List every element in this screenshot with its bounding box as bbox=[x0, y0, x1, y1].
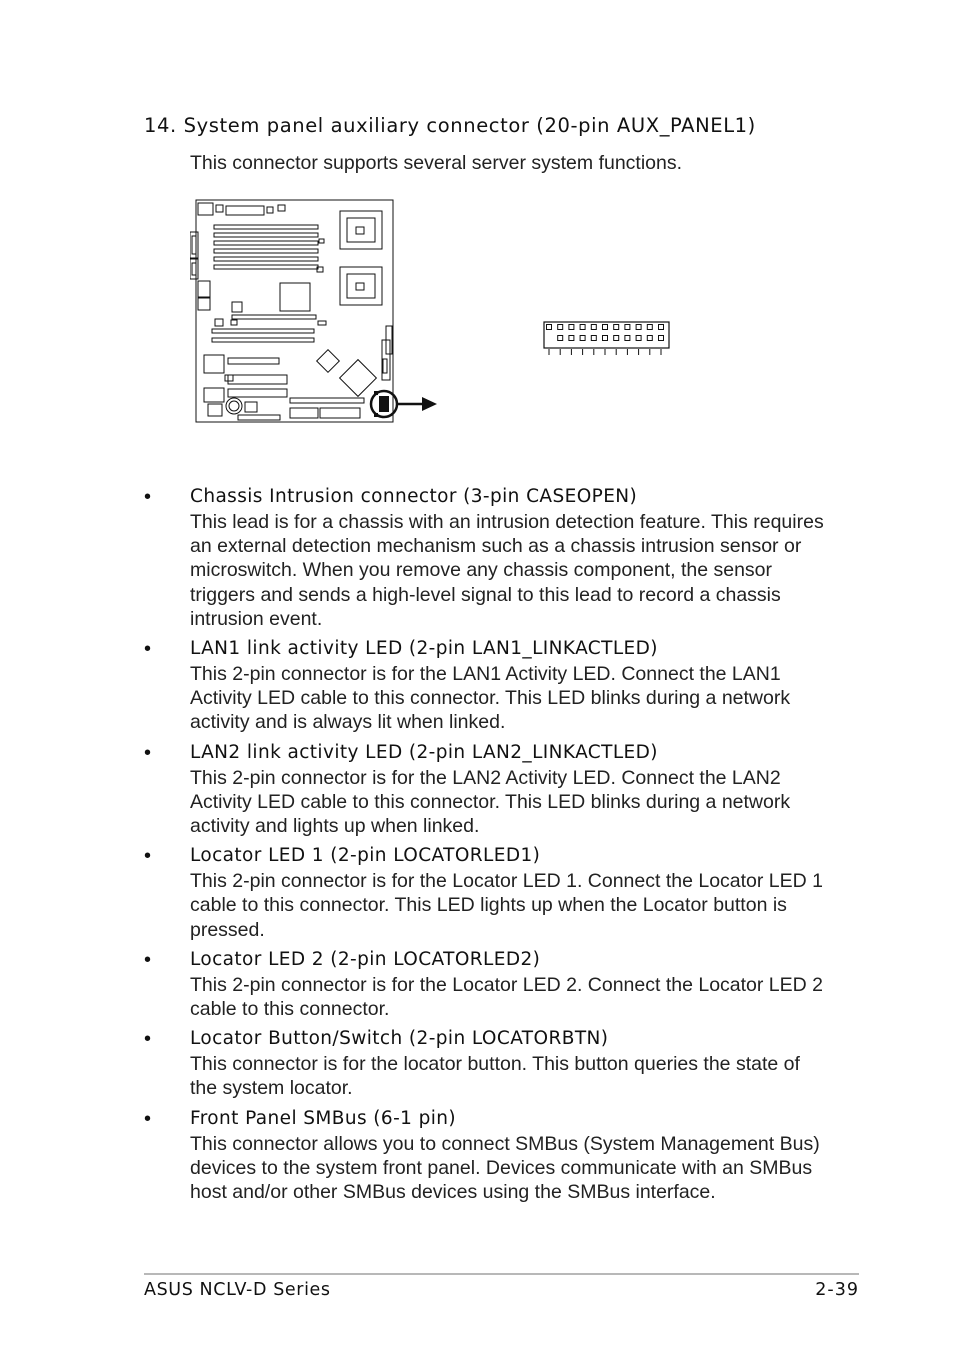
item-title: Front Panel SMBus (6-1 pin) bbox=[190, 1107, 457, 1129]
header-pin bbox=[659, 325, 664, 330]
section-intro: This connector supports several server system functions. bbox=[190, 152, 683, 174]
header-pin bbox=[636, 325, 641, 330]
item-description: This connector allows you to connect SMBus (System Management Bus) devices to the system front panel. Devices communicate with an SMBus host and/or other SMBus devices using the SMBus interface. bbox=[190, 1132, 820, 1204]
aux-panel-header-icon bbox=[540, 316, 672, 358]
list-item bbox=[144, 1106, 824, 1205]
header-pin bbox=[636, 336, 641, 341]
header-pin bbox=[659, 336, 664, 341]
item-description: This connector is for the locator button. This button queries the state of the system locator. bbox=[190, 1053, 800, 1100]
list-item bbox=[144, 1026, 824, 1100]
header-pin bbox=[647, 336, 652, 341]
footer-manual-title: ASUS NCLV-D Series bbox=[144, 1280, 331, 1300]
item-title: Locator Button/Switch (2-pin LOCATORBTN) bbox=[190, 1028, 609, 1050]
header-pin bbox=[580, 325, 585, 330]
section-heading: 14. System panel auxiliary connector (20-pin AUX_PANEL1) bbox=[144, 114, 756, 137]
header-pin bbox=[647, 325, 652, 330]
feature-list bbox=[144, 484, 824, 1209]
header-pin bbox=[569, 325, 574, 330]
item-title: Chassis Intrusion connector (3-pin CASEOPEN) bbox=[190, 486, 638, 507]
header-pin bbox=[625, 336, 630, 341]
item-title: Locator LED 1 (2-pin LOCATORLED1) bbox=[190, 845, 541, 867]
header-pin bbox=[603, 336, 608, 341]
item-description: This 2-pin connector is for the Locator LED 1. Connect the Locator LED 1 cable to this connector. This LED lights up when the Locator button is pressed. bbox=[190, 870, 824, 941]
bullet-icon: • bbox=[144, 1107, 152, 1130]
header-pin bbox=[591, 325, 596, 330]
list-item bbox=[144, 636, 824, 735]
item-title: LAN1 link activity LED (2-pin LAN1_LINKACTLED) bbox=[190, 638, 658, 660]
list-item bbox=[144, 843, 824, 942]
arrow-right-icon bbox=[397, 397, 437, 411]
header-pin bbox=[558, 325, 563, 330]
header-pin bbox=[614, 325, 619, 330]
item-title: Locator LED 2 (2-pin LOCATORLED2) bbox=[190, 948, 541, 970]
list-item bbox=[144, 484, 824, 631]
bullet-icon: • bbox=[144, 948, 152, 971]
header-pin bbox=[547, 325, 552, 330]
header-pin bbox=[569, 336, 574, 341]
bullet-icon: • bbox=[144, 845, 152, 868]
header-pin bbox=[580, 336, 585, 341]
header-pin bbox=[603, 325, 608, 330]
list-item bbox=[144, 740, 824, 839]
item-description: This lead is for a chassis with an intrusion detection feature. This requires an external detection mechanism such as a chassis intrusion sensor or microswitch. When you remove any chassis component, the sensor triggers and sends a high-level signal to this lead to record a chassis intrusion event. bbox=[190, 511, 824, 630]
bullet-icon: • bbox=[144, 741, 152, 764]
bullet-icon: • bbox=[144, 1028, 152, 1051]
item-description: This 2-pin connector is for the Locator LED 2. Connect the Locator LED 2 cable to this connector. bbox=[190, 973, 824, 1021]
header-pin bbox=[591, 336, 596, 341]
header-pin bbox=[625, 325, 630, 330]
bullet-icon: • bbox=[144, 638, 152, 661]
item-title: LAN2 link activity LED (2-pin LAN2_LINKACTLED) bbox=[190, 741, 658, 763]
header-pin bbox=[614, 336, 619, 341]
header-pin bbox=[558, 336, 563, 341]
footer-page-number: 2-39 bbox=[815, 1280, 859, 1300]
motherboard-layout-icon bbox=[190, 195, 440, 427]
footer-divider bbox=[144, 1273, 859, 1275]
item-description: This 2-pin connector is for the LAN2 Activity LED. Connect the LAN2 Activity LED cable to this connector. This LED blinks during a network activity and lights up when linked. bbox=[190, 766, 791, 838]
list-item bbox=[144, 947, 824, 1021]
item-description: This 2-pin connector is for the LAN1 Activity LED. Connect the LAN1 Activity LED cable to this connector. This LED blinks during a network activity and is always lit when linked. bbox=[190, 663, 791, 734]
bullet-icon: • bbox=[144, 486, 152, 508]
